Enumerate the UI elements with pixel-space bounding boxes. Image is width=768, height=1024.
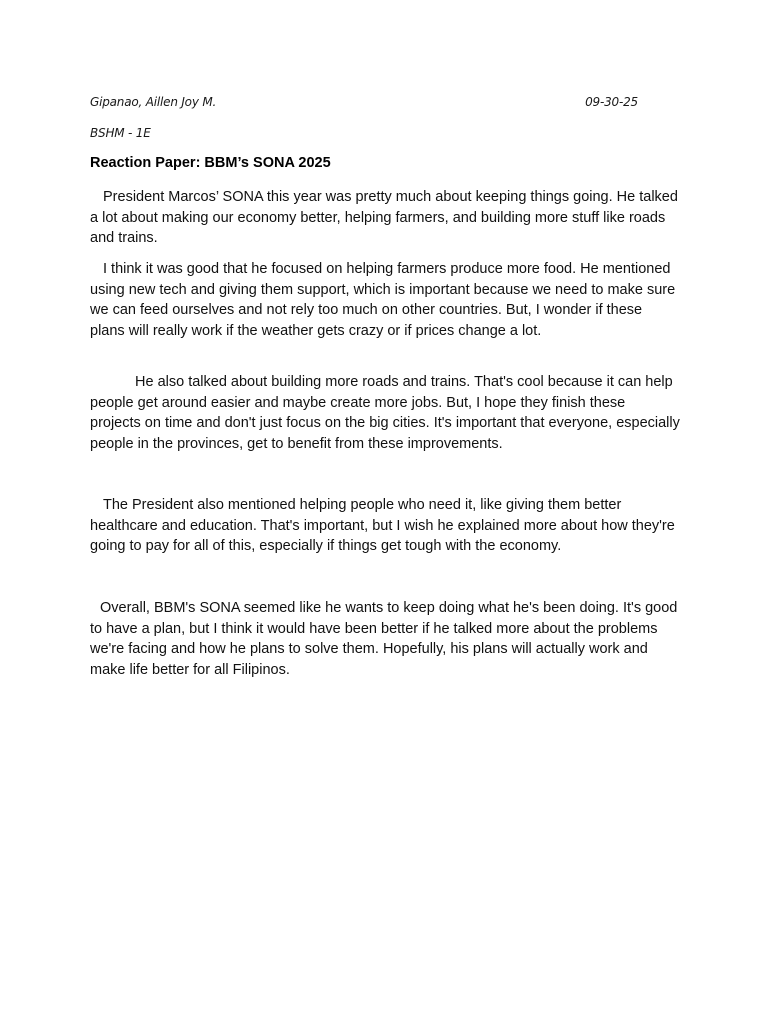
paragraph-4: The President also mentioned helping people who need it, like giving them better healthcare and education. That's important, but I wish he explained more about how they're going to pay for all of this, especially if things get tough with the economy.: [90, 497, 675, 555]
header-row: [90, 95, 638, 113]
paragraph-5: Overall, BBM's SONA seemed like he wants to keep doing what he's been doing. It's good to have a plan, but I think it would have been better if he talked more about the problems we're facing and how he plans to solve them. Hopefully, his plans will actually work and make life better for all Filipinos.: [90, 600, 678, 678]
paragraph-3: He also talked about building more roads and trains. That's cool because it can help people get around easier and maybe create more jobs. But, I hope they finish these projects on time and don't just focus on the big cities. It's important that everyone, especially people in the provinces, get to benefit from these improvements.: [90, 374, 680, 452]
paragraph-2: I think it was good that he focused on helping farmers produce more food. He mentioned using new tech and giving them support, which is important because we need to make sure we can feed ourselves and not rely too much on other countries. But, I wonder if these plans will really work if the weather gets crazy or if prices change a lot.: [90, 261, 676, 339]
date-text: 09-30-25: [585, 95, 638, 109]
paragraph-1: President Marcos’ SONA this year was pretty much about keeping things going. He talked a lot about making our economy better, helping farmers, and building more stuff like roads and trains.: [90, 189, 678, 247]
class-section: BSHM - 1E: [90, 126, 151, 140]
document-title: Reaction Paper: BBM’s SONA 2025: [90, 155, 331, 171]
author-name: Gipanao, Aillen Joy M.: [90, 95, 217, 109]
